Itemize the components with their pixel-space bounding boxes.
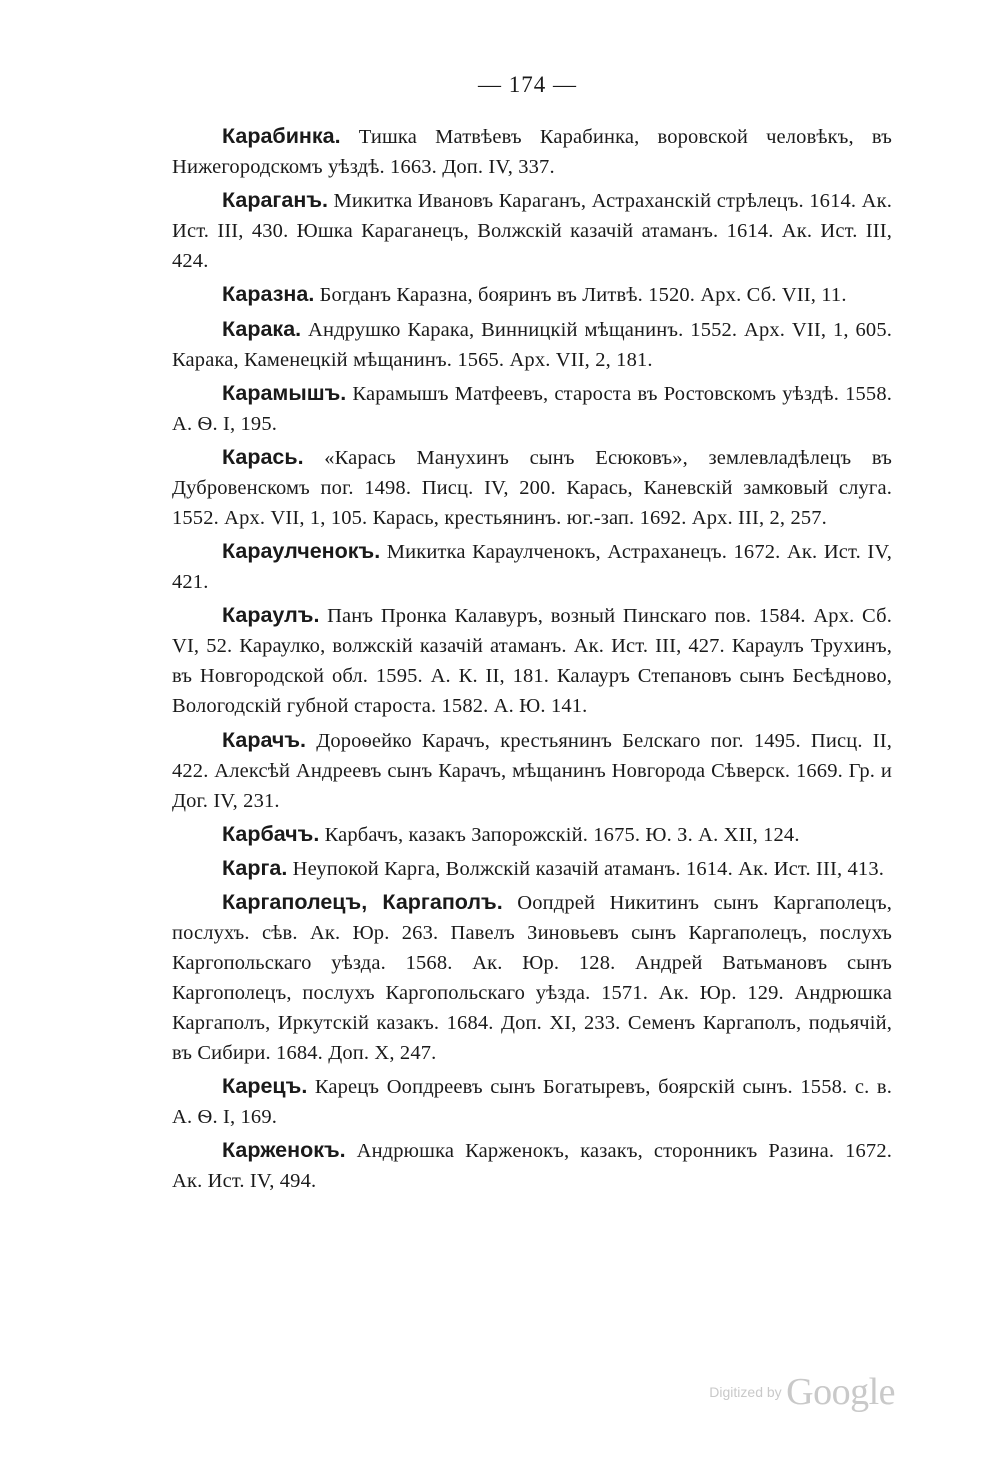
entry-text: Дороѳейко Карачъ, крестьянинъ Белскаго пог. 1495. Писц. II, 422. Алексѣй Андреевъ сынъ Карачъ, мѣщанинъ Новгорода Сѣверск. 1669. Гр. и Дог. IV, 231. xyxy=(172,729,892,812)
dictionary-entry xyxy=(172,819,892,850)
dictionary-entry xyxy=(172,1135,892,1196)
dictionary-entry xyxy=(172,600,892,721)
entry-headword: Карга. xyxy=(222,855,288,880)
dictionary-entry xyxy=(172,536,892,597)
entry-text: Тишка Матвѣевъ Карабинка, воровской человѣкъ, въ Нижегородскомъ уѣздѣ. 1663. Доп. IV, 337. xyxy=(172,126,892,178)
entry-headword: Карабинка. xyxy=(222,124,341,148)
digitization-watermark xyxy=(709,1370,895,1414)
watermark-prefix: Digitized by xyxy=(709,1384,782,1400)
entry-text: Богданъ Каразна, бояринъ въ Литвѣ. 1520. Арх. Сб. VII, 11. xyxy=(314,284,847,307)
entry-headword: Каразна. xyxy=(222,282,315,307)
entry-text: Микитка Ивановъ Караганъ, Астраханскій стрѣлецъ. 1614. Ак. Ист. III, 430. Юшка Караганецъ, Волжскій казачій атаманъ. 1614. Ак. Ист. III, 424. xyxy=(172,190,892,273)
entry-text: Неупокой Карга, Волжскій казачій атаманъ. 1614. Ак. Ист. III, 413. xyxy=(287,857,885,880)
entry-text: Андрюшка Карженокъ, казакъ, сторонникъ Разина. 1672. Ак. Ист. IV, 494. xyxy=(172,1140,892,1193)
watermark-brand: Google xyxy=(786,1371,895,1413)
entry-headword: Карецъ. xyxy=(222,1074,308,1099)
entry-text: Андрушко Карака, Винницкій мѣщанинъ. 1552. Арх. VII, 1, 605. Карака, Каменецкій мѣщанинъ. 1565. Арх. VII, 2, 181. xyxy=(172,318,892,371)
entry-headword: Караганъ. xyxy=(222,188,328,213)
entry-headword: Карась. xyxy=(222,444,304,469)
page-number: — 174 — xyxy=(478,72,577,97)
entry-text: Панъ Пронка Калавуръ, возный Пинскаго пов. 1584. Арх. Сб. VI, 52. Караулко, волжскій казачій атаманъ. Ак. Ист. III, 427. Караулъ Трухинъ, въ Новгородской обл. 1595. А. К. II, 181. Калауръ Степановъ сынъ Бесѣдново, Вологодскій губной староста. 1582. А. Ю. 141. xyxy=(172,605,892,718)
entry-headword: Карака. xyxy=(222,316,302,341)
dictionary-entry xyxy=(172,185,892,276)
dictionary-entry xyxy=(172,442,892,533)
dictionary-entry xyxy=(172,1071,892,1132)
dictionary-entry xyxy=(172,121,892,182)
entry-text: Оопдрей Никитинъ сынъ Каргаполецъ, послухъ. сѣв. Ак. Юр. 263. Павелъ Зиновьевъ сынъ Каргаполецъ, послухъ Каргопольскаго уѣзда. 1568. Ак. Юр. 128. Андрей Ватьмановъ сынъ Каргополецъ, послухъ Каргопольскаго уѣзда. 1571. Ак. Юр. 129. Андрюшка Каргаполъ, Иркутскій казакъ. 1684. Доп. XI, 233. Семенъ Каргаполъ, подьячій, въ Сибири. 1684. Доп. X, 247. xyxy=(172,892,893,1065)
dictionary-entry xyxy=(172,887,892,1068)
entry-text: Микитка Караулченокъ, Астраханецъ. 1672. Ак. Ист. IV, 421. xyxy=(172,541,892,594)
entry-text: Карбачъ, казакъ Запорожскій. 1675. Ю. З. А. XII, 124. xyxy=(319,823,800,846)
dictionary-entry xyxy=(172,725,892,816)
entry-text: Карамышъ Матфеевъ, староста въ Ростовскомъ уѣздѣ. 1558. А. Ѳ. I, 195. xyxy=(172,382,892,435)
entry-headword: Караулченокъ. xyxy=(222,539,381,564)
entry-headword: Карженокъ. xyxy=(222,1138,346,1163)
entry-headword: Карамышъ. xyxy=(222,380,347,405)
dictionary-entry xyxy=(172,378,892,439)
entry-headword: Карачъ. xyxy=(222,727,307,752)
entry-text: «Карась Манухинъ сынъ Есюковъ», землевладѣлецъ въ Дубровенскомъ пог. 1498. Писц. IV, 200. Карась, Каневскій замковый слуга. 1552. Арх. VII, 1, 105. Карась, крестьянинъ. юг.-зап. 1692. Арх. III, 2, 257. xyxy=(172,446,892,529)
entry-text: Карецъ Оопдреевъ сынъ Богатыревъ, боярскій сынъ. 1558. с. в. А. Ѳ. I, 169. xyxy=(172,1076,892,1129)
entry-headword: Караулъ. xyxy=(222,603,320,628)
dictionary-entry xyxy=(172,279,892,310)
entry-headword: Каргаполецъ, Каргаполъ. xyxy=(222,890,503,915)
entry-headword: Карбачъ. xyxy=(222,821,320,846)
dictionary-entry xyxy=(172,853,892,884)
dictionary-entries xyxy=(172,121,892,1200)
dictionary-entry xyxy=(172,314,892,375)
